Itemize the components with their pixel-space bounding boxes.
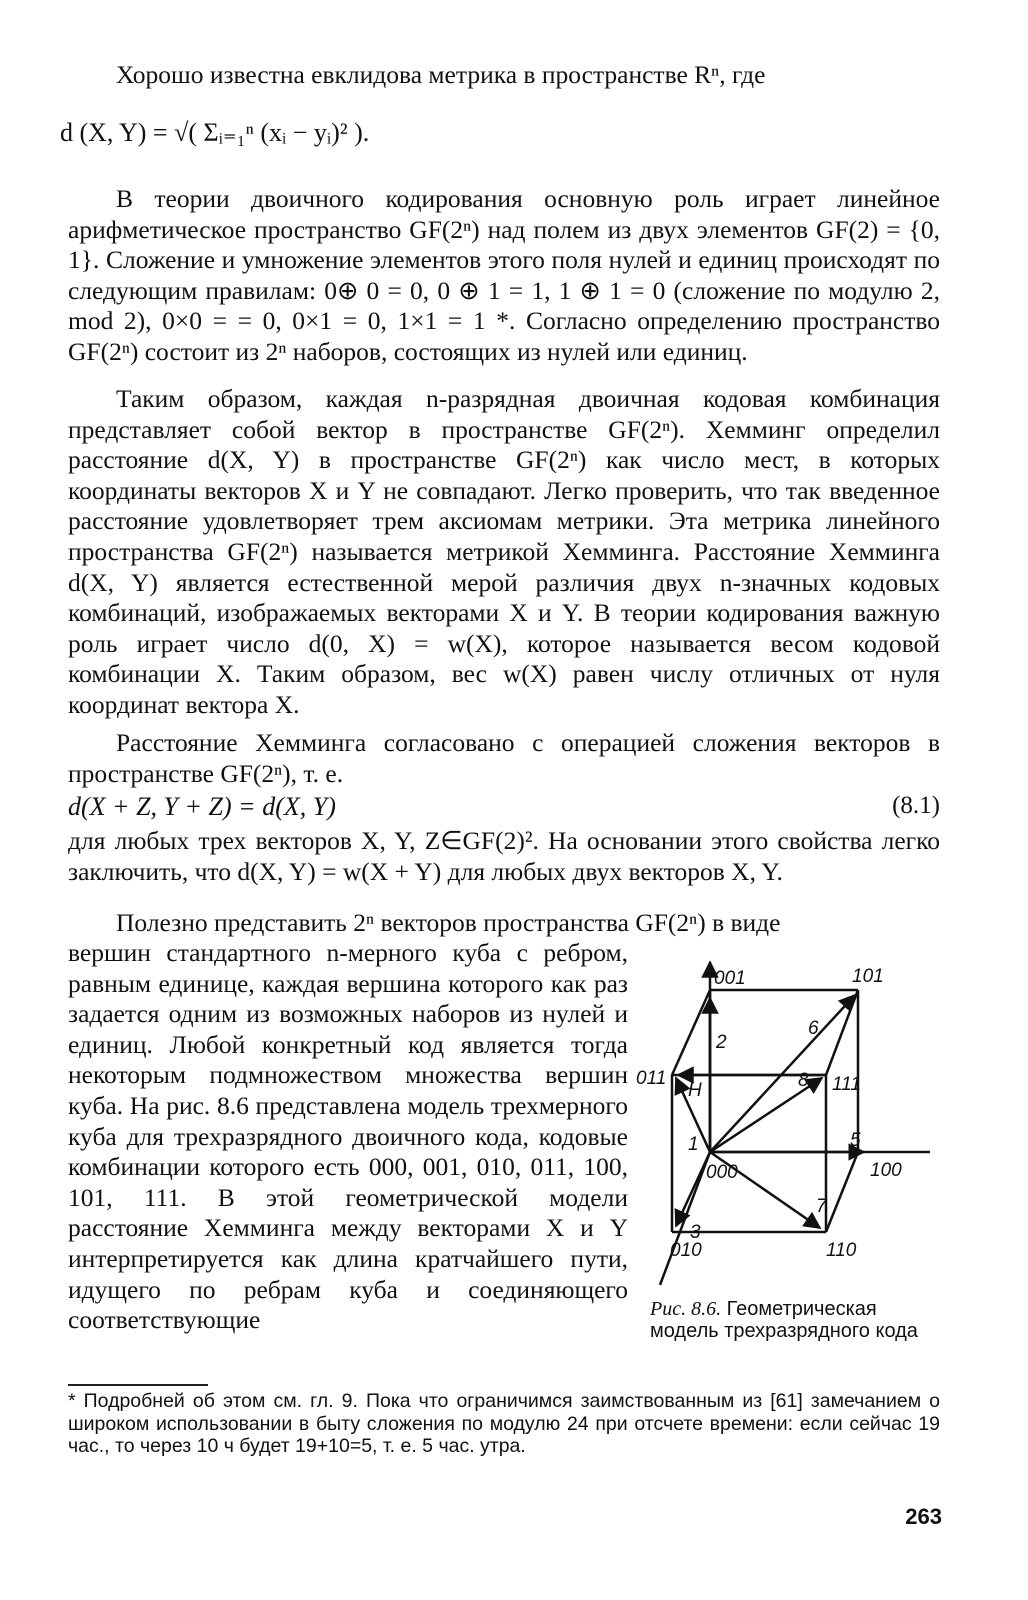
edge-label-1: 1 bbox=[688, 1134, 699, 1155]
page-number: 263 bbox=[905, 1504, 942, 1529]
edge-label-3: 3 bbox=[690, 1222, 701, 1243]
vertex-label-100: 100 bbox=[870, 1160, 902, 1181]
edge-label-2: 2 bbox=[716, 1032, 727, 1053]
vertex-label-011: 011 bbox=[636, 1068, 667, 1089]
edge-label-8: 8 bbox=[798, 1070, 809, 1091]
footnote-divider bbox=[68, 1384, 208, 1386]
vertex-label-001: 001 bbox=[714, 968, 746, 989]
cube-figure bbox=[630, 950, 940, 1295]
paragraph-binary-coding: В теории двоичного кодирования основную роль играет линейное арифметическое пространство GF(2ⁿ) над полем из двух элементов GF(2) = {0, 1}. Сложение и умножение элементов этого поля нулей и единиц происходят по следующим правилам: 0⊕ 0 = 0, 0 ⊕ 1 = 1, 1 ⊕ 1 = 0 (сложение по модулю 2, mod 2), 0×0 = = 0, 0×1 = 0, 1×1 = 1 *. Согласно определению пространство GF(2ⁿ) состоит из 2ⁿ наборов, состоящих из нулей или единиц. bbox=[68, 184, 940, 366]
edge-label-7: 7 bbox=[816, 1196, 827, 1217]
equation-number: (8.1) bbox=[892, 792, 940, 819]
caption-prefix: Рис. 8.6. bbox=[650, 1298, 722, 1320]
paragraph-three-vectors: для любых трех векторов X, Y, Z∈GF(2)². На основании этого свойства легко заключить, что d(X, Y) = w(X + Y) для любых двух векторов X, Y. bbox=[68, 826, 940, 886]
paragraph-hamming-definition: Таким образом, каждая n-разрядная двоичная кодовая комбинация представляет собой вектор в пространстве GF(2ⁿ). Хемминг определил расстояние d(X, Y) в пространстве GF(2ⁿ) как число мест, в которых координаты векторов X и Y не совпадают. Легко проверить, что так введенное расстояние удовлетворяет трем аксиомам метрики. Эта метрика линейного пространства GF(2ⁿ) называется метрикой Хемминга. Расстояние Хемминга d(X, Y) является естественной мерой различия двух n-значных кодовых комбинаций, изображаемых векторами X и Y. В теории кодирования важную роль играет число d(0, X) = w(X), которое называется весом кодовой комбинации X. Таким образом, вес w(X) равен числу отличных от нуля координат вектора X. bbox=[68, 384, 940, 719]
axis-down-left bbox=[660, 1152, 710, 1285]
caption-text: Геометрическая модель трехразрядного кода bbox=[650, 1298, 918, 1342]
paragraph-hamming-addition: Расстояние Хемминга согласовано с операцией сложения векторов в пространстве GF(2ⁿ), т. е. bbox=[68, 728, 940, 788]
paragraph-euclidean-intro: Хорошо известна евклидова метрика в пространстве Rⁿ, где bbox=[116, 60, 766, 89]
cube-edge bbox=[826, 990, 858, 1075]
formula-text: d (X, Y) = √( Σᵢ₌₁ⁿ (xᵢ − yᵢ)² ). bbox=[60, 118, 370, 147]
edge-label-6: 6 bbox=[808, 1018, 819, 1039]
formula-euclidean-metric bbox=[60, 118, 369, 148]
vector-010 bbox=[676, 1152, 710, 1226]
vertex-label-010: 010 bbox=[670, 1240, 702, 1261]
paragraph-cube-model: вершин стандартного n-мерного куба с ребром, равным единице, каждая вершина которого как раз задается одним из возможных наборов из нулей и единиц. Любой конкретный код является тогда некоторым подмножеством множества вершин куба. На рис. 8.6 представлена модель трехмерного куба для трехразрядного двоичного кода, кодовые комбинации которого есть 000, 001, 010, 011, 100, 101, 111. В этой геометрической модели расстояние Хемминга между векторами X и Y интерпретируется как длина кратчайшего пути, идущего по ребрам куба и соединяющего соответствующие bbox=[68, 938, 628, 1335]
paragraph-cube-intro: Полезно представить 2ⁿ векторов пространства GF(2ⁿ) в виде bbox=[116, 908, 781, 937]
cube-edge bbox=[672, 990, 710, 1075]
footnote: * Подробней об этом см. гл. 9. Пока что ограничимся заимствованным из [61] замечанием о широком использовании в быту сложения по модулю 24 при отсчете времени: если сейчас 19 час., то через 10 ч будет 19+10=5, т. е. 5 час. утра. bbox=[68, 1390, 940, 1457]
figure-caption bbox=[650, 1298, 940, 1342]
equation-8-1: d(X + Z, Y + Z) = d(X, Y) bbox=[68, 792, 336, 821]
cube-edge bbox=[826, 1152, 858, 1232]
edge-label-5: 5 bbox=[850, 1130, 861, 1151]
vertex-label-101: 101 bbox=[852, 966, 884, 987]
edge-label-h: H bbox=[688, 1080, 702, 1101]
vertex-label-000: 000 bbox=[706, 1162, 738, 1183]
vertex-label-111: 111 bbox=[832, 1074, 861, 1095]
vertex-label-110: 110 bbox=[826, 1240, 857, 1261]
